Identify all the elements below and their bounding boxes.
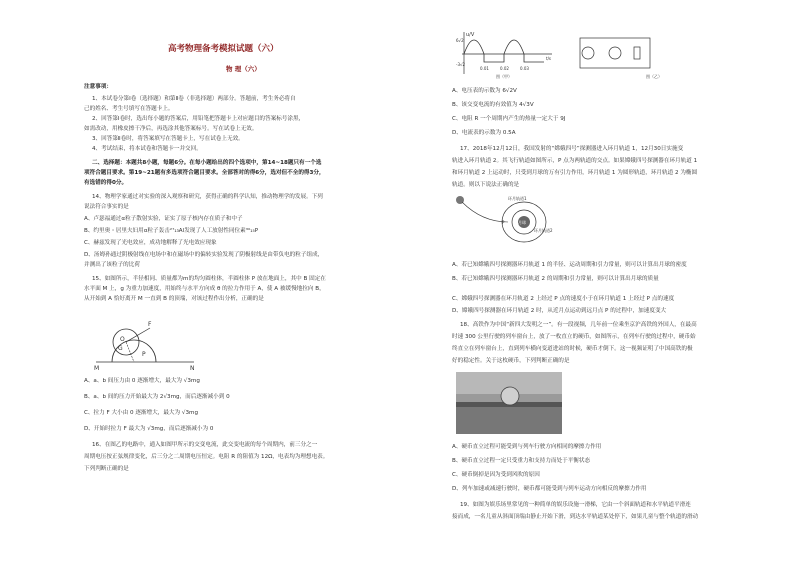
label-f: F bbox=[148, 321, 152, 328]
option-d: D、电流表的示数为 0.5A bbox=[452, 130, 516, 136]
tick-label: -3√2 bbox=[456, 62, 466, 67]
section-heading: 有选错的得0分。 bbox=[84, 180, 128, 186]
option-a: A、a、b 间压力由 0 逐渐增大，最大为 √3mg bbox=[84, 378, 200, 384]
question-19: 接而成，一名儿童从斜面顶端由静止开始下滑，到达水平轨道某处停下，如果儿童与整个轨道的滑动 bbox=[452, 514, 699, 520]
figure-17-orbit bbox=[452, 192, 572, 250]
figure-caption: 图（甲） bbox=[496, 74, 512, 79]
coin-icon bbox=[501, 387, 519, 405]
notice-line: 如需改动，用橡皮擦干净后，再选涂其他答案标号。写在试卷上无效。 bbox=[84, 126, 258, 132]
option-c: C、赫兹发现了光电效应，成功地解释了光电效应现象 bbox=[84, 240, 217, 246]
figure-18-photo bbox=[456, 372, 562, 434]
label-g: G bbox=[118, 345, 123, 352]
option-d: 并测出了该粒子的比荷 bbox=[84, 262, 140, 268]
option-d: D、嫦娥四号探测器在环月轨道 2 时，从近月点运动到远月点 P 的过程中，加速度变大 bbox=[452, 308, 667, 314]
figure-15-diagram bbox=[90, 308, 200, 370]
option-b: B、硬币直立过程一定只受重力和支持力而处于平衡状态 bbox=[452, 458, 591, 464]
notice-line: 4、考试结束，将本试卷和答题卡一并交回。 bbox=[92, 146, 202, 152]
tick-label: 0.02 bbox=[500, 66, 509, 71]
section-heading: 二、选择题：本题共8小题，每题6分。在每小题给出的四个选项中，第14~18题只有一个选 bbox=[92, 160, 322, 166]
label-n: N bbox=[190, 365, 195, 370]
question-15: 从开始到 A 恰好离开 M 一直到 B 的顶端，对该过程作出分析，正确的是 bbox=[84, 296, 264, 302]
section-heading: 项符合题目要求。第19~21题有多选项符合题目要求。全部答对的得6分，选对但不全的得3分， bbox=[84, 170, 325, 176]
tick-label: 0.03 bbox=[520, 66, 529, 71]
option-a: A、卢瑟福通过α粒子散射实验，证实了原子核内存在质子和中子 bbox=[84, 216, 243, 222]
option-c: C、拉力 F 大小由 0 逐渐增大，最大为 √3mg bbox=[84, 410, 199, 416]
question-15: 15、如图所示，半径相同、质量都为m的均匀圆柱体，半圆柱体 P 放在地面上，其中 B 固定在 bbox=[92, 276, 326, 282]
page-subtitle: 物 理（六） bbox=[226, 65, 261, 73]
question-18: 18、高铁作为中国“新四大发明之一”。有一段视频，几年前一位乘坐京沪高铁的外国人，在最高 bbox=[460, 322, 697, 328]
figure-16-circuit bbox=[570, 30, 670, 80]
figure-caption: 图（乙） bbox=[646, 74, 662, 79]
axis-y-label: u/V bbox=[466, 32, 475, 38]
option-d: D、列车加速或减速行驶时，硬币都可能受到与列车运动方向相反的摩擦力作用 bbox=[452, 486, 647, 492]
page-title: 高考物理备考模拟试题（六） bbox=[168, 44, 279, 54]
notice-line: 己的姓名、考生号填写在答题卡上。 bbox=[84, 106, 174, 112]
tick-label: 0.01 bbox=[480, 66, 489, 71]
question-18: 时速 300 公里行驶的列车窗台上，放了一枚直立的硬币，如图所示，在列车行驶的过程中，硬币始 bbox=[452, 334, 696, 340]
option-a: A、电压表的示数为 6√2V bbox=[452, 88, 517, 94]
notice-heading: 注意事项： bbox=[84, 84, 112, 90]
question-16: 16、在图乙的电路中，通入如图甲所示的交变电流，此交变电流的每个周期内，前三分之一 bbox=[92, 442, 318, 448]
option-b: B、a、b 间的压力开始最大为 2√3mg，而后逐渐减小到 0 bbox=[84, 394, 230, 400]
question-17: 和环月轨道 2 上运动时，只受到月球的万有引力作用，环月轨道 1 为圆形轨道，环月轨道 2 为椭圆 bbox=[452, 170, 698, 176]
question-17: 轨道。则以下说法正确的是 bbox=[452, 182, 520, 188]
option-c: C、电阻 R 一个周期内产生的热量一定大于 9J bbox=[452, 116, 566, 122]
question-18: 好的稳定性。关于这枚硬币，下列判断正确的是 bbox=[452, 358, 570, 364]
question-17: 17、2018年12月12日，我国发射的“嫦娥四号”探测器进入环月轨道 1，12月30日实施变 bbox=[460, 146, 684, 152]
option-d: D、开始时拉力 F 最大为 √3mg，而后逐渐减小为 0 bbox=[84, 426, 214, 432]
notice-line: 1、本试卷分第Ⅰ卷（选择题）和第Ⅱ卷（非选择题）两部分。答题前，考生务必将自 bbox=[92, 96, 296, 102]
question-19: 19、如图为娱乐场里常见的一种简单的娱乐设施一滑梯，它由一个斜面轨道和水平轨道平滑连 bbox=[460, 502, 691, 508]
figure-16-waveform bbox=[456, 30, 556, 80]
question-16: 周期电压按正弦规律变化，后三分之二周期电压恒定。电阻 R 的阻值为 12Ω，电表均为理想电表。 bbox=[84, 454, 329, 460]
option-b: B、若已知嫦娥四号探测器环月轨道 2 的周期和引力常量，则可以计算出月球的质量 bbox=[452, 276, 659, 282]
option-a: A、硬币直立过程可能受到与列车行驶方向相同的摩擦力作用 bbox=[452, 444, 602, 450]
notice-line: 2、回答第Ⅰ卷时，选出每小题的答案后，用铅笔把答题卡上对应题目的答案标号涂黑， bbox=[92, 116, 305, 122]
question-16: 下列判断正确的是 bbox=[84, 466, 129, 472]
orbit-label: 环月轨道2 bbox=[534, 228, 553, 233]
option-c: C、硬币倒掉是因为受到风吹的原因 bbox=[452, 472, 540, 478]
option-b: B、该交变电流的有效值为 4√3V bbox=[452, 102, 534, 108]
label-o: O bbox=[120, 336, 125, 343]
option-c: C、嫦娥四号探测器在环月轨道 2 上经过 P 点的速度小于在环月轨道 1 上经过 P 点的速度 bbox=[452, 296, 675, 302]
option-b: B、约里奥・居里夫妇用α粒子轰击²⁷₁₃Al发现了人工放射性同位素³⁰₁₅P bbox=[84, 228, 259, 234]
question-15: 水平面 M 上，g 为重力加速度，用始终与水平方向成 θ 的拉力作用于 A，使 A 被缓慢地拉向 B， bbox=[84, 286, 325, 292]
notice-line: 3、回答第Ⅱ卷时，将答案填写在答题卡上，写在试卷上无效。 bbox=[92, 136, 244, 142]
orbit-label: 环月轨道1 bbox=[508, 196, 527, 201]
axis-x-label: t/s bbox=[546, 56, 551, 61]
question-14: 14、物理学家通过对实验的深入观察和研究，获得正确的科学认知，推动物理学的发展。下列 bbox=[92, 194, 323, 200]
option-a: A、若已知嫦娥四号探测器环月轨道 1 的半径、运动周期和引力常量，则可以计算出月球的密度 bbox=[452, 262, 687, 268]
moon-label: 月球 bbox=[518, 220, 526, 225]
question-17: 轨进入环月轨道 2。其飞行轨道如图所示，P 点为两轨道的交点。如果嫦娥四号探测器在环月轨道 1 bbox=[452, 158, 698, 164]
option-d: D、汤姆孙通过阴极射线在电场中和在磁场中的偏转实验发现了阴极射线是由带负电的粒子组成， bbox=[84, 252, 324, 258]
label-p: P bbox=[142, 351, 146, 358]
label-m: M bbox=[94, 365, 100, 370]
tick-label: 6√2 bbox=[456, 38, 464, 43]
point-label: P bbox=[502, 220, 505, 225]
question-18: 终直立在列车窗台上，直到列车横向变道进站的时候，硬币才倒下。这一视频证明了中国高铁的极 bbox=[452, 346, 693, 352]
question-14: 说法符合事实的是 bbox=[84, 204, 129, 210]
